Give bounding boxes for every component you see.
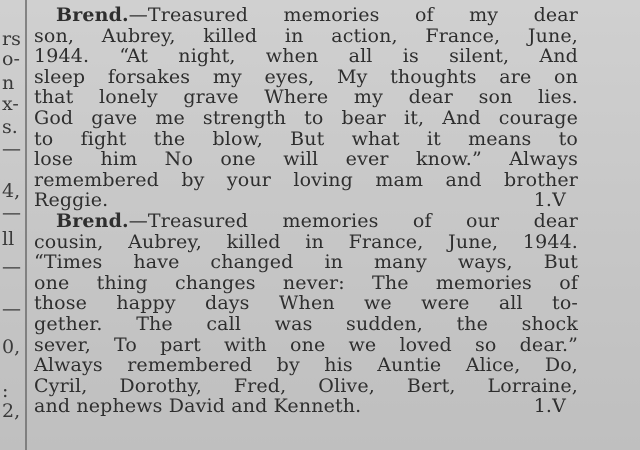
fragment-text: o- bbox=[2, 48, 20, 70]
notice-signoff: 1.V bbox=[533, 189, 566, 212]
notice-line: to fight the blow, But what it means to bbox=[34, 127, 578, 150]
fragment-text: n bbox=[2, 72, 15, 94]
notice-1 bbox=[34, 5, 578, 211]
notice-line: and nephews David and Kenneth. 1.V bbox=[34, 396, 578, 417]
notice-line: son, Aubrey, killed in action, France, June, bbox=[34, 24, 578, 47]
fragment-text: : bbox=[2, 380, 9, 402]
notice-line: sever, To part with one we loved so dear.” bbox=[34, 333, 578, 356]
notice-line: Cyril, Dorothy, Fred, Olive, Bert, Lorraine, bbox=[34, 374, 578, 397]
notice-name: Brend. bbox=[56, 4, 129, 26]
notice-signoff: 1.V bbox=[533, 395, 566, 418]
fragment-text: — bbox=[2, 298, 21, 320]
notice-line: Brend.—Treasured memories of my dear bbox=[56, 4, 578, 26]
fragment-text: ll bbox=[2, 228, 15, 250]
notice-line: cousin, Aubrey, killed in France, June, 1944. bbox=[34, 230, 578, 253]
fragment-text: 0, bbox=[2, 336, 21, 358]
notice-line: that lonely grave Where my dear son lies. bbox=[34, 86, 578, 109]
notice-line: 1944. “At night, when all is silent, And bbox=[34, 45, 578, 68]
fragment-text: — bbox=[2, 138, 21, 160]
fragment-text: s. bbox=[2, 116, 18, 138]
notice-line: gether. The call was sudden, the shock bbox=[34, 312, 578, 335]
notice-line: Reggie. 1.V bbox=[34, 190, 578, 211]
fragment-text: 2, bbox=[2, 400, 21, 422]
fragment-text: — bbox=[2, 256, 21, 278]
notice-line: God gave me strength to bear it, And courage bbox=[34, 106, 578, 129]
notice-line: lose him No one will ever know.” Always bbox=[34, 148, 578, 171]
memorial-notices bbox=[34, 5, 578, 417]
column-rule bbox=[25, 0, 27, 450]
fragment-text: x- bbox=[2, 93, 19, 115]
notice-line: Brend.—Treasured memories of our dear bbox=[56, 209, 578, 232]
fragment-text: rs bbox=[2, 28, 21, 50]
notice-line: sleep forsakes my eyes, My thoughts are on bbox=[34, 65, 578, 88]
notice-line: those happy days When we were all to- bbox=[34, 292, 578, 315]
notice-line: “Times have changed in many ways, But bbox=[34, 251, 578, 274]
adjacent-column-fragments bbox=[0, 0, 24, 450]
notice-name: Brend. bbox=[56, 209, 129, 232]
fragment-text: 4, bbox=[2, 180, 21, 202]
notice-2 bbox=[34, 211, 578, 417]
notice-line: one thing changes never: The memories of bbox=[34, 271, 578, 294]
fragment-text: — bbox=[2, 202, 21, 224]
notice-line: remembered by your loving mam and brother bbox=[34, 168, 578, 191]
notice-line: Always remembered by his Auntie Alice, Do, bbox=[34, 354, 578, 377]
